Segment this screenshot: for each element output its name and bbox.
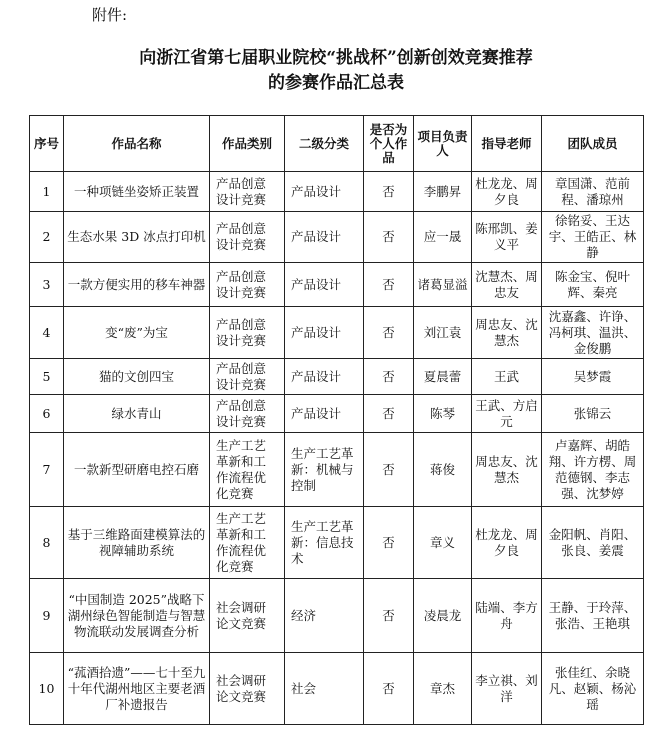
- cell-name: “菰酒拾遗”——七十至九十年代湖州地区主要老酒厂补遗报告: [64, 653, 210, 725]
- table-row: [30, 507, 644, 579]
- table-header-row: [30, 116, 644, 172]
- cell-individual: 否: [364, 507, 414, 579]
- cell-leader: 章杰: [414, 653, 472, 725]
- header-index: 序号: [30, 116, 64, 172]
- cell-members: 陈金宝、倪叶辉、秦亮: [542, 263, 644, 307]
- cell-index: 10: [30, 653, 64, 725]
- cell-category: 产品创意设计竞赛: [210, 359, 285, 395]
- table-row: [30, 359, 644, 395]
- cell-name: 生态水果 3D 冰点打印机: [64, 212, 210, 263]
- table-row: [30, 579, 644, 653]
- header-advisor: 指导老师: [472, 116, 542, 172]
- cell-index: 5: [30, 359, 64, 395]
- cell-advisor: 王武、方启元: [472, 395, 542, 433]
- cell-members: 沈嘉鑫、许诤、冯柯琪、温洪、金俊鹏: [542, 307, 644, 359]
- cell-individual: 否: [364, 212, 414, 263]
- cell-leader: 李鹏昇: [414, 172, 472, 212]
- cell-members: 张佳红、余晓凡、赵颖、杨沁瑶: [542, 653, 644, 725]
- cell-advisor: 周忠友、沈慧杰: [472, 307, 542, 359]
- cell-name: 一种项链坐姿矫正装置: [64, 172, 210, 212]
- cell-category: 社会调研论文竞赛: [210, 579, 285, 653]
- cell-category: 生产工艺革新和工作流程优化竞赛: [210, 507, 285, 579]
- cell-leader: 刘江袁: [414, 307, 472, 359]
- cell-individual: 否: [364, 433, 414, 507]
- title-line-2: 的参赛作品汇总表: [268, 73, 404, 93]
- table-row: [30, 433, 644, 507]
- cell-index: 2: [30, 212, 64, 263]
- cell-name: 基于三维路面建模算法的视障辅助系统: [64, 507, 210, 579]
- header-individual: 是否为个人作品: [364, 116, 414, 172]
- cell-individual: 否: [364, 263, 414, 307]
- document-title: [0, 46, 672, 96]
- title-line-1: 向浙江省第七届职业院校“挑战杯”创新创效竞赛推荐: [139, 48, 533, 68]
- cell-category: 产品创意设计竞赛: [210, 263, 285, 307]
- header-category: 作品类别: [210, 116, 285, 172]
- cell-subcategory: 产品设计: [285, 212, 364, 263]
- cell-members: 章国潇、范前程、潘琼州: [542, 172, 644, 212]
- cell-members: 王静、于玲萍、张浩、王艳琪: [542, 579, 644, 653]
- table-row: [30, 263, 644, 307]
- cell-name: 一款方便实用的移车神器: [64, 263, 210, 307]
- cell-category: 产品创意设计竞赛: [210, 307, 285, 359]
- cell-category: 生产工艺革新和工作流程优化竞赛: [210, 433, 285, 507]
- cell-individual: 否: [364, 395, 414, 433]
- cell-name: 一款新型研磨电控石磨: [64, 433, 210, 507]
- entries-table: [29, 115, 644, 725]
- cell-subcategory: 生产工艺革新：信息技术: [285, 507, 364, 579]
- cell-advisor: 王武: [472, 359, 542, 395]
- cell-leader: 凌晨龙: [414, 579, 472, 653]
- cell-subcategory: 产品设计: [285, 172, 364, 212]
- cell-members: 张锦云: [542, 395, 644, 433]
- cell-name: 绿水青山: [64, 395, 210, 433]
- cell-advisor: 杜龙龙、周夕良: [472, 507, 542, 579]
- cell-advisor: 沈慧杰、周忠友: [472, 263, 542, 307]
- cell-subcategory: 产品设计: [285, 395, 364, 433]
- cell-index: 4: [30, 307, 64, 359]
- cell-members: 吴梦霞: [542, 359, 644, 395]
- cell-advisor: 陆端、李方舟: [472, 579, 542, 653]
- cell-subcategory: 社会: [285, 653, 364, 725]
- cell-index: 8: [30, 507, 64, 579]
- cell-advisor: 杜龙龙、周夕良: [472, 172, 542, 212]
- cell-category: 社会调研论文竞赛: [210, 653, 285, 725]
- table-row: [30, 395, 644, 433]
- cell-individual: 否: [364, 307, 414, 359]
- cell-name: 变“废”为宝: [64, 307, 210, 359]
- table-row: [30, 653, 644, 725]
- header-name: 作品名称: [64, 116, 210, 172]
- cell-advisor: 陈邢凯、姜义平: [472, 212, 542, 263]
- cell-advisor: 周忠友、沈慧杰: [472, 433, 542, 507]
- cell-name: 猫的文创四宝: [64, 359, 210, 395]
- table-row: [30, 212, 644, 263]
- cell-index: 6: [30, 395, 64, 433]
- cell-category: 产品创意设计竞赛: [210, 395, 285, 433]
- cell-leader: 应一晟: [414, 212, 472, 263]
- cell-subcategory: 产品设计: [285, 263, 364, 307]
- cell-members: 徐铭妥、王达宇、王皓正、林静: [542, 212, 644, 263]
- cell-leader: 陈琴: [414, 395, 472, 433]
- header-subcategory: 二级分类: [285, 116, 364, 172]
- cell-individual: 否: [364, 359, 414, 395]
- cell-advisor: 李立祺、刘洋: [472, 653, 542, 725]
- cell-leader: 章义: [414, 507, 472, 579]
- cell-members: 卢嘉辉、胡皓翔、许方楞、周范德钢、李志强、沈梦婷: [542, 433, 644, 507]
- cell-individual: 否: [364, 653, 414, 725]
- cell-subcategory: 产品设计: [285, 359, 364, 395]
- cell-subcategory: 生产工艺革新：机械与控制: [285, 433, 364, 507]
- cell-members: 金阳帆、肖阳、张良、姜震: [542, 507, 644, 579]
- cell-individual: 否: [364, 172, 414, 212]
- table-row: [30, 307, 644, 359]
- header-leader: 项目负责人: [414, 116, 472, 172]
- cell-leader: 蒋俊: [414, 433, 472, 507]
- cell-index: 3: [30, 263, 64, 307]
- cell-name: “中国制造 2025”战略下湖州绿色智能制造与智慧物流联动发展调查分析: [64, 579, 210, 653]
- cell-category: 产品创意设计竞赛: [210, 212, 285, 263]
- cell-category: 产品创意设计竞赛: [210, 172, 285, 212]
- cell-individual: 否: [364, 579, 414, 653]
- cell-index: 9: [30, 579, 64, 653]
- cell-leader: 诸葛显溢: [414, 263, 472, 307]
- cell-subcategory: 产品设计: [285, 307, 364, 359]
- table-row: [30, 172, 644, 212]
- cell-index: 7: [30, 433, 64, 507]
- header-members: 团队成员: [542, 116, 644, 172]
- cell-subcategory: 经济: [285, 579, 364, 653]
- attachment-label: 附件:: [92, 6, 128, 24]
- cell-index: 1: [30, 172, 64, 212]
- cell-leader: 夏晨蕾: [414, 359, 472, 395]
